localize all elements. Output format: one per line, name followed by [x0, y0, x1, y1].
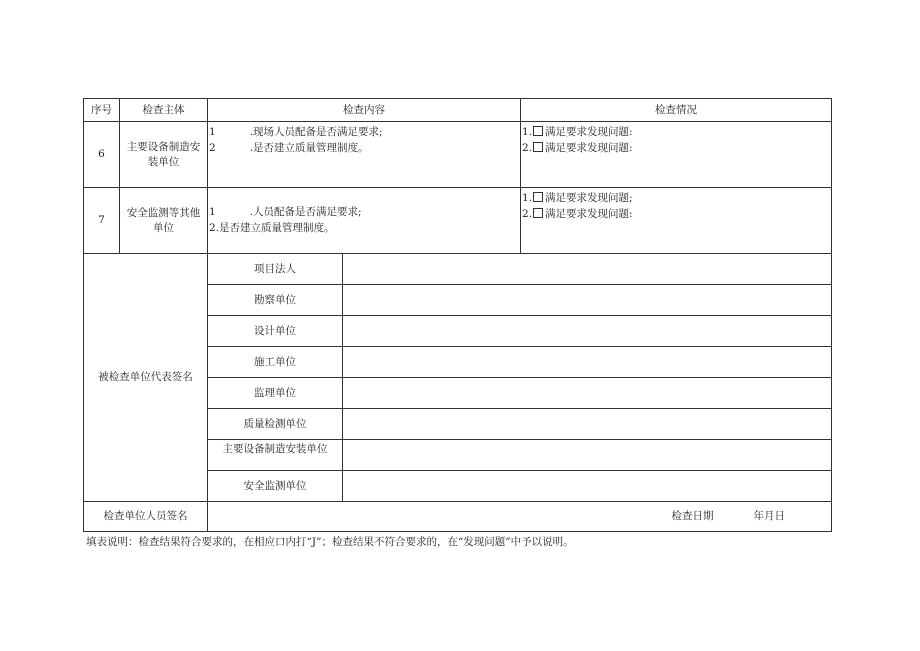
- unit-label: 主要设备制造安装单位: [208, 440, 343, 471]
- status-cell: [521, 122, 832, 188]
- inspection-form: [83, 98, 831, 532]
- item-text: .人员配备是否满足要求;: [249, 206, 362, 218]
- status-text: 满足要求发现问题:: [545, 142, 633, 154]
- status-number: 1.: [522, 126, 533, 138]
- signature-field[interactable]: [343, 316, 832, 347]
- checkbox[interactable]: [533, 142, 543, 152]
- checkbox[interactable]: [533, 126, 543, 136]
- content-line: [209, 204, 520, 220]
- unit-label: 质量检测单位: [208, 409, 343, 440]
- status-number: 1.: [522, 192, 533, 204]
- unit-label: 监理单位: [208, 378, 343, 409]
- table-row: [84, 122, 832, 188]
- content-line: [209, 124, 520, 140]
- col-status-header: 检查情况: [521, 99, 832, 122]
- date-value: 年月日: [753, 510, 785, 522]
- signature-field[interactable]: [343, 471, 832, 502]
- status-line: [522, 140, 831, 156]
- content-cell: [208, 122, 521, 188]
- inspector-label: 检查单位人员签名: [84, 502, 208, 532]
- status-text: 满足要求发现问题:: [545, 208, 633, 220]
- signature-field[interactable]: [343, 347, 832, 378]
- unit-label: 施工单位: [208, 347, 343, 378]
- subject-cell: 主要设备制造安装单位: [120, 122, 208, 188]
- instructions-note: 填表说明：检查结果符合要求的，在相应口内打“J”；检查结果不符合要求的，在“发现问题”中予以说明。: [86, 536, 574, 548]
- header-row: [84, 99, 832, 122]
- signature-field[interactable]: [343, 409, 832, 440]
- signature-field[interactable]: [343, 440, 832, 471]
- unit-label: 勘察单位: [208, 285, 343, 316]
- checkbox[interactable]: [533, 208, 543, 218]
- signature-row: [84, 254, 832, 285]
- col-no-header: 序号: [84, 99, 120, 122]
- signature-field[interactable]: [343, 378, 832, 409]
- signature-field[interactable]: [343, 285, 832, 316]
- status-text: 满足要求发现问题:: [545, 126, 633, 138]
- item-number: 1: [209, 126, 216, 138]
- signature-section-label: 被检查单位代表签名: [84, 254, 208, 502]
- row-number: 7: [84, 188, 120, 254]
- content-line: [209, 220, 520, 236]
- status-number: 2.: [522, 208, 533, 220]
- signature-field[interactable]: [343, 254, 832, 285]
- subject-cell: 安全监测等其他单位: [120, 188, 208, 254]
- table-row: [84, 188, 832, 254]
- checkbox[interactable]: [533, 192, 543, 202]
- unit-label: 安全监测单位: [208, 471, 343, 502]
- item-text: .是否建立质量管理制度。: [249, 142, 369, 154]
- row-number: 6: [84, 122, 120, 188]
- content-line: [209, 140, 520, 156]
- col-subject-header: 检查主体: [120, 99, 208, 122]
- inspector-signature-field[interactable]: [208, 502, 832, 532]
- status-number: 2.: [522, 142, 533, 154]
- status-line: [522, 190, 831, 206]
- unit-label: 项目法人: [208, 254, 343, 285]
- status-cell: [521, 188, 832, 254]
- status-line: [522, 124, 831, 140]
- content-cell: [208, 188, 521, 254]
- unit-label: 设计单位: [208, 316, 343, 347]
- item-text: .现场人员配备是否满足要求;: [249, 126, 383, 138]
- item-number: 1: [209, 206, 216, 218]
- item-text: 2.是否建立质量管理制度。: [209, 222, 335, 234]
- date-label: 检查日期: [671, 510, 714, 522]
- inspection-table: [83, 98, 832, 532]
- status-text: 满足要求发现问题;: [545, 192, 633, 204]
- status-line: [522, 206, 831, 222]
- item-number: 2: [209, 142, 216, 154]
- col-content-header: 检查内容: [208, 99, 521, 122]
- inspector-row: [84, 502, 832, 532]
